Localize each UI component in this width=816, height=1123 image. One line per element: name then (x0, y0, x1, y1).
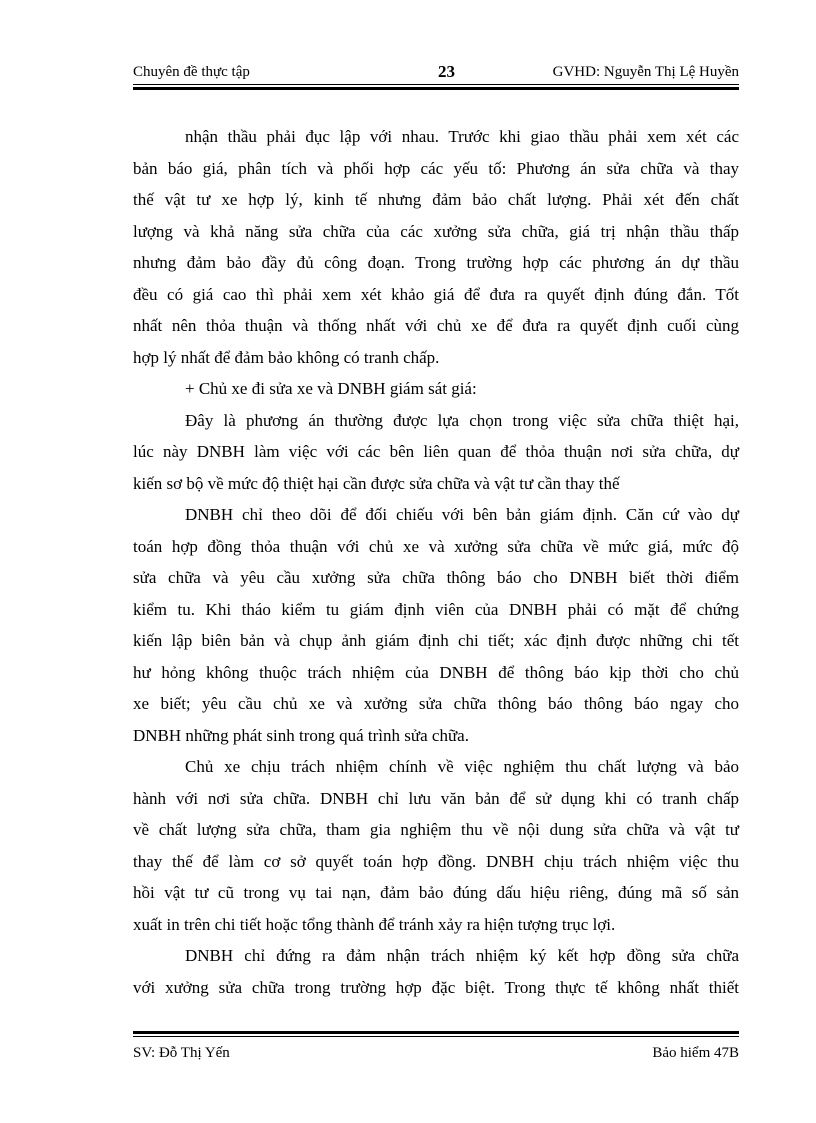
footer-rule-thin (133, 1036, 739, 1037)
text-line: hồi vật tư cũ trong vụ tai nạn, đảm bảo đúng dấu hiệu riêng, đúng mã số sản (133, 883, 739, 902)
text-line: bản báo giá, phân tích và phối hợp các yếu tố: Phương án sửa chữa và thay (133, 158, 739, 178)
text-line: kiểm tu. Khi tháo kiểm tu giám định viên của DNBH phải có mặt để chứng (133, 599, 739, 619)
page-number: 23 (438, 62, 455, 81)
header-rule-thin (133, 84, 739, 85)
text-line: nhưng đảm bảo đầy đủ công đoạn. Trong trường hợp các phương án dự thầu (133, 253, 739, 272)
text-line: kiến sơ bộ về mức độ thiệt hại cần được sửa chữa và vật tư cần thay thế (133, 473, 620, 493)
text-line: lúc này DNBH làm việc với các bên liên quan để thỏa thuận nơi sửa chữa, dự (133, 442, 739, 461)
text-line: nhận thầu phải đục lập với nhau. Trước khi giao thầu phải xem xét các (185, 127, 739, 146)
text-line: hư hỏng không thuộc trách nhiệm của DNBH để thông báo kịp thời cho chủ (133, 662, 739, 682)
text-line: hợp lý nhất để đảm bảo không có tranh chấp. (133, 347, 440, 367)
text-line: với xưởng sửa chữa trong trường hợp đặc biệt. Trong thực tế không nhất thiết (133, 977, 739, 997)
text-line: toán hợp đồng thỏa thuận với chủ xe và xưởng sửa chữa về mức giá, mức độ (133, 536, 739, 556)
text-line: về chất lượng sửa chữa, tham gia nghiệm thu về nội dung sửa chữa và vật tư (133, 820, 739, 839)
page-header (133, 62, 739, 82)
text-line: kiến lập biên bản và chụp ảnh giám định chi tiết; xác định được những chi tết (133, 631, 739, 650)
text-line: Đây là phương án thường được lựa chọn trong việc sửa chữa thiệt hại, (185, 410, 739, 430)
footer-class: Bảo hiểm 47B (652, 1045, 739, 1061)
text-line: DNBH chỉ theo dõi để đối chiếu với bên bản giám định. Căn cứ vào dự (185, 505, 739, 524)
text-line: DNBH những phát sinh trong quá trình sửa chữa. (133, 725, 469, 745)
text-line: xe biết; yêu cầu chủ xe và xưởng sửa chữa thông báo thông báo ngay cho (133, 694, 739, 713)
text-line: thay thế để làm cơ sở quyết toán hợp đồng. DNBH chịu trách nhiệm việc thu (133, 851, 739, 871)
text-line: xuất in trên chi tiết hoặc tổng thành để tránh xảy ra hiện tượng trục lợi. (133, 914, 616, 934)
text-line: sửa chữa và yêu cầu xưởng sửa chữa thông báo cho DNBH biết thời điểm (133, 568, 739, 587)
text-line: hành với nơi sửa chữa. DNBH chỉ lưu văn bản để sử dụng khi có tranh chấp (133, 788, 739, 808)
text-line: nhất nên thỏa thuận và thống nhất với chủ xe để đưa ra quyết định cuối cùng (133, 316, 739, 335)
text-line: + Chủ xe đi sửa xe và DNBH giám sát giá: (185, 379, 477, 398)
footer-rule-thick (133, 1031, 739, 1034)
header-supervisor: GVHD: Nguyễn Thị Lệ Huyền (552, 64, 739, 80)
header-rule-thick (133, 87, 739, 90)
text-line: Chủ xe chịu trách nhiệm chính về việc nghiệm thu chất lượng và bảo (185, 757, 739, 776)
text-line: đều có giá cao thì phải xem xét khảo giá để đưa ra quyết định đúng đắn. Tốt (133, 284, 739, 304)
text-line: thế vật tư xe hợp lý, kinh tế nhưng đảm bảo chất lượng. Phải xét đến chất (133, 190, 739, 209)
footer-student: SV: Đỗ Thị Yến (133, 1045, 230, 1061)
text-line: lượng và khả năng sửa chữa của các xưởng sửa chữa, giá trị nhận thầu thấp (133, 221, 739, 241)
header-course-label: Chuyên đề thực tập (133, 64, 250, 80)
text-line: DNBH chỉ đứng ra đảm nhận trách nhiệm ký kết hợp đồng sửa chữa (185, 946, 739, 965)
